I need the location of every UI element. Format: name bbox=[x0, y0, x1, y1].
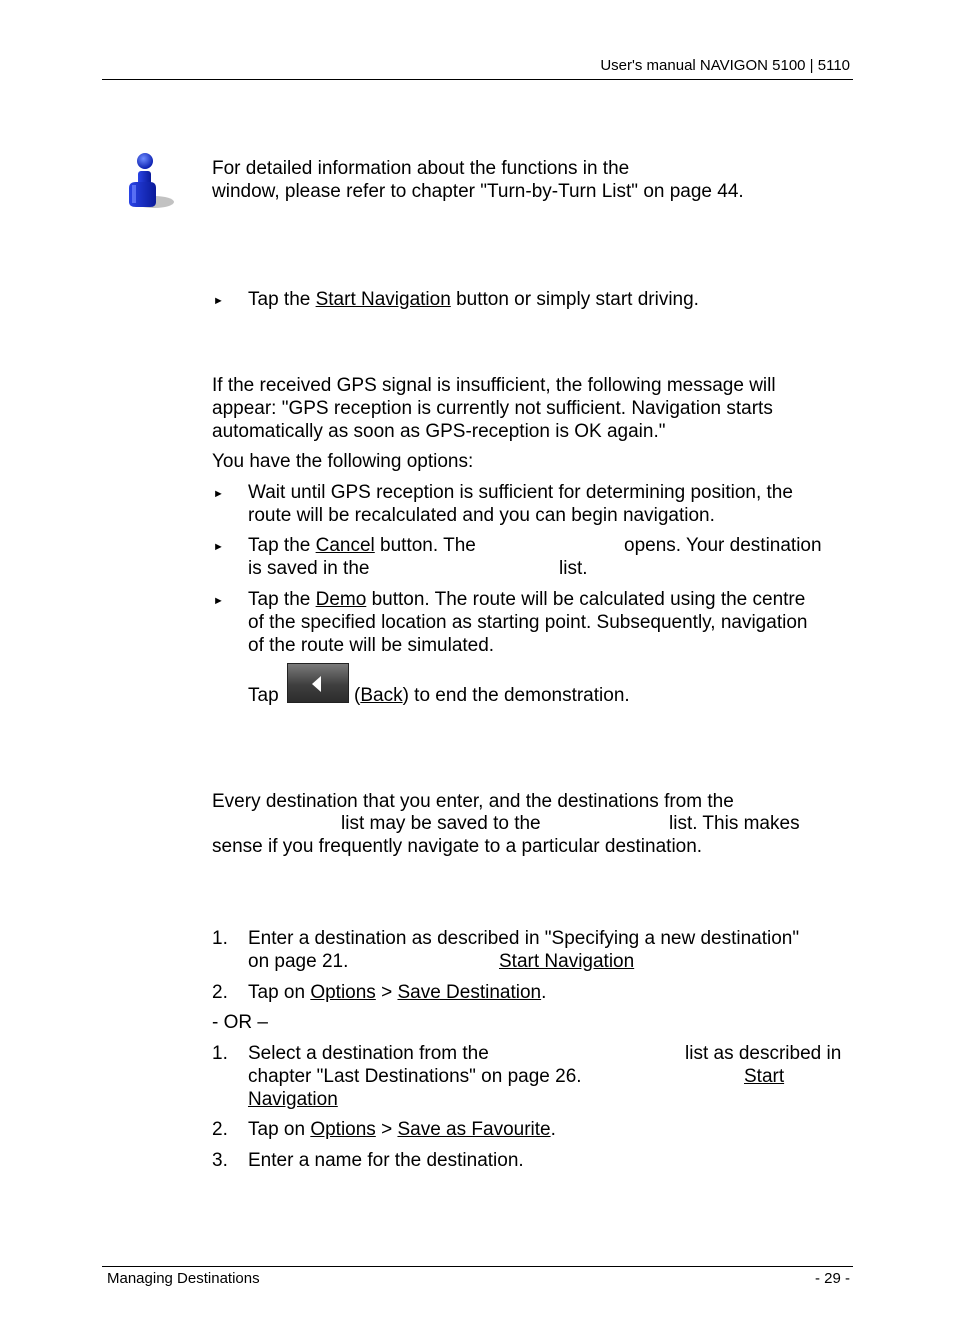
gps-line-2: appear: "GPS reception is currently not sufficient. Navigation starts bbox=[212, 398, 773, 419]
option-3-line-3: of the route will be simulated. bbox=[248, 635, 495, 656]
info-note-line-2: window, please refer to chapter "Turn-by-Turn List" on page 44. bbox=[212, 181, 744, 202]
tap-label: Tap bbox=[248, 685, 279, 706]
start-link[interactable]: Start bbox=[744, 1066, 785, 1087]
footer-rule bbox=[102, 1266, 853, 1267]
step-b2: Tap on Options > Save as Favourite. bbox=[248, 1119, 556, 1140]
back-button[interactable] bbox=[287, 663, 349, 703]
step-b1-line-1-b: list as described in bbox=[685, 1043, 842, 1064]
back-instruction: (Back) to end the demonstration. bbox=[354, 685, 630, 706]
favourites-line-2-a: list may be saved to the bbox=[341, 813, 541, 834]
step-number: 2. bbox=[212, 982, 228, 1003]
option-2-line-2-b: list. bbox=[559, 558, 588, 579]
options-link[interactable]: Options bbox=[310, 1119, 376, 1140]
info-person-icon bbox=[124, 152, 178, 212]
back-link[interactable]: Back bbox=[360, 685, 403, 706]
triangle-right-icon: ► bbox=[213, 595, 224, 607]
step-b3: Enter a name for the destination. bbox=[248, 1150, 524, 1171]
favourites-line-1: Every destination that you enter, and the destinations from the bbox=[212, 791, 734, 812]
page-header-title: User's manual NAVIGON 5100 | 5110 bbox=[600, 57, 850, 74]
save-destination-link[interactable]: Save Destination bbox=[397, 982, 542, 1003]
option-1-line-2: route will be recalculated and you can begin navigation. bbox=[248, 505, 715, 526]
triangle-right-icon: ► bbox=[213, 295, 224, 307]
step-b1-line-2: chapter "Last Destinations" on page 26. bbox=[248, 1066, 582, 1087]
option-2-line-1: Tap the Cancel button. The bbox=[248, 535, 476, 556]
step-a2: Tap on Options > Save Destination. bbox=[248, 982, 547, 1003]
option-2-line-2-a: is saved in the bbox=[248, 558, 370, 579]
step-a1-line-2: on page 21. bbox=[248, 951, 349, 972]
option-3-line-2: of the specified location as starting point. Subsequently, navigation bbox=[248, 612, 808, 633]
save-as-favourite-link[interactable]: Save as Favourite bbox=[397, 1119, 551, 1140]
option-3-line-1: Tap the Demo button. The route will be calculated using the centre bbox=[248, 589, 806, 610]
options-link[interactable]: Options bbox=[310, 982, 376, 1003]
options-intro: You have the following options: bbox=[212, 451, 474, 472]
option-1-line-1: Wait until GPS reception is sufficient for determining position, the bbox=[248, 482, 793, 503]
step-b1-line-1-a: Select a destination from the bbox=[248, 1043, 489, 1064]
triangle-right-icon: ► bbox=[213, 488, 224, 500]
info-note-line-1: For detailed information about the functions in the bbox=[212, 158, 630, 179]
triangle-right-icon: ► bbox=[213, 541, 224, 553]
start-navigation-link[interactable]: Start Navigation bbox=[499, 951, 635, 972]
or-separator: - OR – bbox=[212, 1012, 268, 1033]
gps-line-1: If the received GPS signal is insufficient, the following message will bbox=[212, 375, 776, 396]
step-number: 2. bbox=[212, 1119, 228, 1140]
demo-link[interactable]: Demo bbox=[315, 589, 367, 610]
start-step: Tap the Start Navigation button or simply start driving. bbox=[248, 289, 699, 310]
step-number: 1. bbox=[212, 928, 228, 949]
favourites-line-2-b: list. This makes bbox=[669, 813, 800, 834]
footer-section: Managing Destinations bbox=[107, 1270, 260, 1287]
header-rule bbox=[102, 79, 853, 80]
start-navigation-link[interactable]: Start Navigation bbox=[315, 289, 451, 310]
favourites-line-3: sense if you frequently navigate to a particular destination. bbox=[212, 836, 703, 857]
navigation-link[interactable]: Navigation bbox=[248, 1089, 338, 1110]
cancel-link[interactable]: Cancel bbox=[315, 535, 375, 556]
gps-line-3: automatically as soon as GPS-reception is OK again." bbox=[212, 421, 666, 442]
step-a1-line-1: Enter a destination as described in "Specifying a new destination" bbox=[248, 928, 800, 949]
option-2-line-1-right: opens. Your destination bbox=[624, 535, 822, 556]
step-number: 3. bbox=[212, 1150, 228, 1171]
back-arrow-icon bbox=[288, 664, 350, 704]
footer-page-number: - 29 - bbox=[814, 1270, 850, 1287]
step-number: 1. bbox=[212, 1043, 228, 1064]
